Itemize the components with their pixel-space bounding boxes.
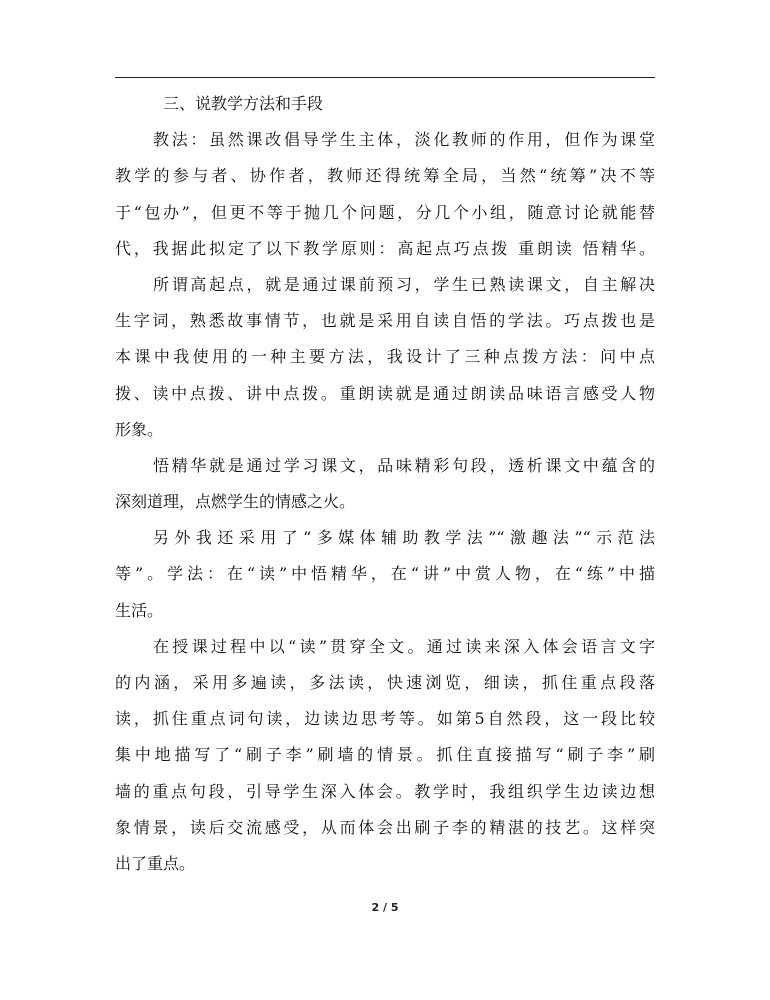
text-line: 本课中我使用的一种主要方法，我设计了三种点拨方法：问中点: [115, 347, 655, 367]
text-line: 于“包办”，但更不等于抛几个问题，分几个小组，随意讨论就能替: [115, 202, 655, 222]
text-line: 出了重点。: [115, 853, 196, 873]
text-line: 悟精华就是通过学习课文，品味精彩句段，透析课文中蕴含的: [153, 455, 655, 475]
header-rule: [115, 77, 655, 78]
text-line: 墙的重点句段，引导学生深入体会。教学时，我组织学生边读边想: [115, 781, 655, 801]
text-line: 等”。学法：在“读”中悟精华，在“讲”中赏人物，在“练”中描: [115, 564, 655, 584]
text-line: 在授课过程中以“读”贯穿全文。通过读来深入体会语言文字: [153, 636, 655, 656]
text-line: 教学的参与者、协作者，教师还得统筹全局，当然“统筹”决不等: [115, 166, 655, 186]
text-line: 拨、读中点拨、讲中点拨。重朗读就是通过朗读品味语言感受人物: [115, 383, 655, 403]
text-line: 另外我还采用了“多媒体辅助教学法”“激趣法”“示范法: [153, 528, 655, 548]
text-line: 的内涵，采用多遍读，多法读，快速浏览，细读，抓住重点段落: [115, 673, 655, 692]
text-line: 所谓高起点，就是通过课前预习，学生已熟读课文，自主解决: [153, 274, 655, 294]
text-line: 集中地描写了“刷子李”刷墙的情景。抓住直接描写“刷子李”刷: [115, 745, 655, 765]
text-line: 象情景，读后交流感受，从而体会出刷子李的精湛的技艺。这样突: [115, 817, 655, 837]
text-line: 深刻道理，点燃学生的情感之火。: [115, 492, 356, 512]
text-line: 读，抓住重点词句读，边读边思考等。如第5自然段，这一段比较: [115, 709, 655, 729]
text-line: 形象。: [115, 419, 164, 439]
document-body: [115, 86, 655, 882]
section-heading: 三、说教学方法和手段: [163, 94, 324, 113]
text-line: 生活。: [115, 600, 164, 620]
text-line: 生字词，熟悉故事情节，也就是采用自读自悟的学法。巧点拨也是: [115, 311, 655, 331]
text-line: 代，我据此拟定了以下教学原则：高起点巧点拨 重朗读 悟精华。: [115, 238, 655, 258]
page-number: 2 / 5: [371, 901, 399, 914]
text-line: 教法：虽然课改倡导学生主体，淡化教师的作用，但作为课堂: [153, 130, 655, 150]
